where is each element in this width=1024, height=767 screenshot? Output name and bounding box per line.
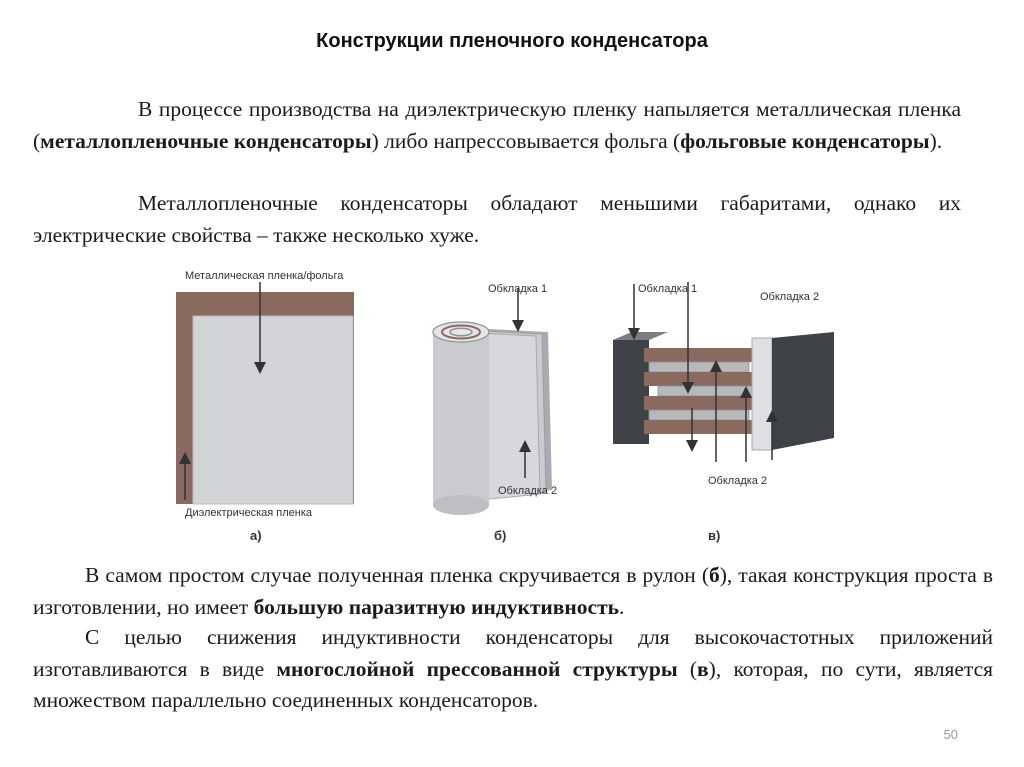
right-electrode-side [772, 332, 834, 450]
paragraph-roll [33, 560, 993, 623]
paragraph-multilayer [33, 622, 993, 717]
paragraph-roll-text-2: ), такая конструкция проста в изготовлении, но имеет [33, 563, 993, 619]
paragraph-production-text-1: В процессе производства на диэлектрическую пленку напыляется металлическая пленка ( [33, 97, 961, 153]
roll-body [433, 332, 489, 505]
slide-title: Конструкции пленочного конденсатора [316, 30, 708, 52]
page-number: 50 [943, 727, 958, 742]
figure-c-label-bottom: Обкладка 2 [708, 475, 768, 487]
paragraph-multilayer-text-1: С целью снижения индуктивности конденсаторы для высокочастотных приложений изготавливаются в виде [33, 625, 993, 681]
figure-c-caption: в) [708, 528, 721, 543]
left-electrode [613, 340, 649, 444]
figure-b-label-bottom: Обкладка 2 [498, 485, 558, 497]
paragraph-multilayer-text-2: ( [677, 656, 698, 681]
paragraph-production [33, 94, 961, 157]
paragraph-roll-text-1: В самом простом случае полученная пленка скручивается в рулон ( [85, 563, 709, 587]
paragraph-multilayer-text-3: ), которая, по сути, является множеством параллельно соединенных конденсаторов. [33, 656, 993, 712]
figure-b-label-top: Обкладка 1 [488, 283, 548, 295]
figure-a-label-bottom: Диэлектрическая пленка [185, 507, 313, 519]
paragraph-comparison: Металлопленочные конденсаторы обладают меньшими габаритами, однако их электрические свойства – также несколько хуже. [33, 191, 961, 247]
metal-film [193, 316, 353, 504]
term-parasitic-inductance: большую паразитную индуктивность [253, 594, 620, 619]
right-electrode [752, 338, 772, 450]
ref-b: б [708, 563, 720, 587]
paragraph-production-text-2: ) либо напрессовывается фольга ( [371, 128, 681, 153]
figure-a-label-top: Металлическая пленка/фольга [185, 270, 344, 282]
figure-c-label-top-left: Обкладка 1 [638, 283, 698, 295]
figure-diagram [168, 262, 858, 554]
paragraph-production-text-3: ). [929, 128, 943, 153]
figure-b-caption: б) [494, 528, 507, 543]
capacitor-construction-figure [168, 262, 858, 554]
term-foil-capacitors: фольговые конденсаторы [680, 128, 930, 153]
term-multilayer-structure: многослойной прессованной структуры [276, 656, 678, 681]
term-metal-film-capacitors: металлопленочные конденсаторы [40, 128, 372, 153]
figure-a-caption: а) [250, 528, 262, 543]
ref-v: в [697, 656, 709, 681]
paragraph-roll-text-3: . [619, 594, 625, 619]
figure-c [613, 282, 834, 543]
figure-a [176, 270, 354, 543]
figure-c-label-top-right: Обкладка 2 [760, 291, 820, 303]
figure-b [433, 283, 557, 543]
